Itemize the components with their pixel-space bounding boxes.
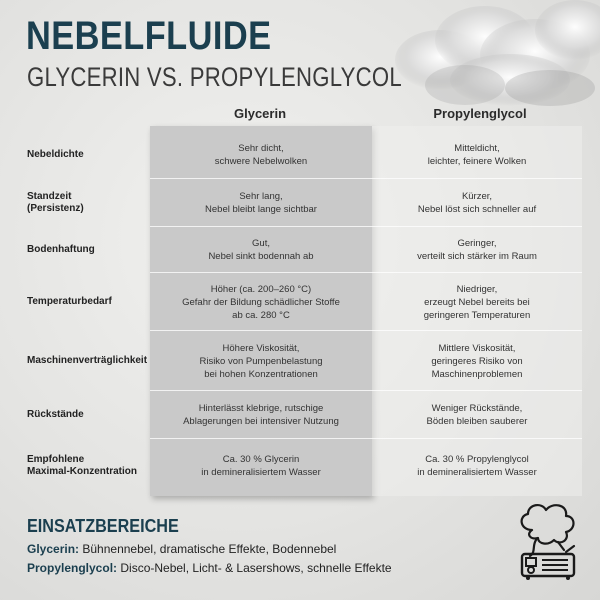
table-row xyxy=(0,392,600,438)
column-header-propylenglycol: Propylenglycol xyxy=(433,106,527,121)
propylenglycol-cell: Weniger Rückstände, Böden bleiben sauberer xyxy=(426,403,528,427)
propylenglycol-cell: Mitteldicht, leichter, feinere Wolken xyxy=(427,143,527,167)
usage-glycerin-text: Bühnennebel, dramatische Effekte, Bodennebel xyxy=(79,542,337,556)
column-header-glycerin: Glycerin xyxy=(233,106,287,121)
propylenglycol-cell: Kürzer, Nebel löst sich schneller auf xyxy=(417,191,537,215)
usage-glycerin-line xyxy=(27,542,336,556)
row-label: Standzeit (Persistenz) xyxy=(27,191,84,214)
propylenglycol-cell: Niedriger, erzeugt Nebel bereits bei geringeren Temperaturen xyxy=(423,283,531,321)
row-label: Maschinenverträglichkeit xyxy=(27,355,148,366)
glycerin-cell: Sehr lang, Nebel bleibt lange sichtbar xyxy=(205,191,317,215)
row-divider xyxy=(150,390,582,391)
table-row xyxy=(0,274,600,330)
page-title: NEBELFLUIDE xyxy=(26,14,272,58)
fog-machine-icon xyxy=(512,500,584,582)
page-subtitle: GLYCERIN VS. PROPYLENGLYCOL xyxy=(27,62,402,92)
table-row xyxy=(0,440,600,492)
row-label: Rückstände xyxy=(27,409,84,420)
usage-propylenglycol-line xyxy=(27,561,392,575)
table-row xyxy=(0,332,600,390)
row-label: Nebeldichte xyxy=(27,149,84,160)
usage-glycerin-label: Glycerin: xyxy=(27,542,80,556)
glycerin-cell: Höhere Viskosität, Risiko von Pumpenbelastung bei hohen Konzentrationen xyxy=(199,342,323,380)
table-row xyxy=(0,180,600,226)
usage-section-title: EINSATZBEREICHE xyxy=(27,516,179,536)
propylenglycol-cell: Mittlere Viskosität, geringeres Risiko von Maschinenproblemen xyxy=(431,342,523,380)
propylenglycol-cell: Ca. 30 % Propylenglycol in demineralisiertem Wasser xyxy=(417,454,537,478)
table-row xyxy=(0,228,600,272)
row-divider xyxy=(150,178,582,179)
glycerin-cell: Gut, Nebel sinkt bodennah ab xyxy=(208,238,314,262)
row-label: Empfohlene Maximal-Konzentration xyxy=(27,454,138,477)
propylenglycol-cell: Geringer, verteilt sich stärker im Raum xyxy=(417,238,537,262)
glycerin-cell: Ca. 30 % Glycerin in demineralisiertem Wasser xyxy=(201,454,321,478)
usage-propylenglycol-text: Disco-Nebel, Licht- & Lasershows, schnelle Effekte xyxy=(117,561,392,575)
row-label: Bodenhaftung xyxy=(27,244,95,255)
usage-propylenglycol-label: Propylenglycol: xyxy=(27,561,118,575)
table-row xyxy=(0,132,600,178)
smoke-cloud-icon xyxy=(380,0,600,110)
row-divider xyxy=(150,330,582,331)
glycerin-cell: Höher (ca. 200–260 °C) Gefahr der Bildung schädlicher Stoffe ab ca. 280 °C xyxy=(182,283,340,321)
row-divider xyxy=(150,272,582,273)
glycerin-cell: Sehr dicht, schwere Nebelwolken xyxy=(214,143,308,167)
row-label: Temperaturbedarf xyxy=(27,296,112,307)
row-divider xyxy=(150,226,582,227)
row-divider xyxy=(150,438,582,439)
glycerin-cell: Hinterlässt klebrige, rutschige Ablagerungen bei intensiver Nutzung xyxy=(183,403,339,427)
